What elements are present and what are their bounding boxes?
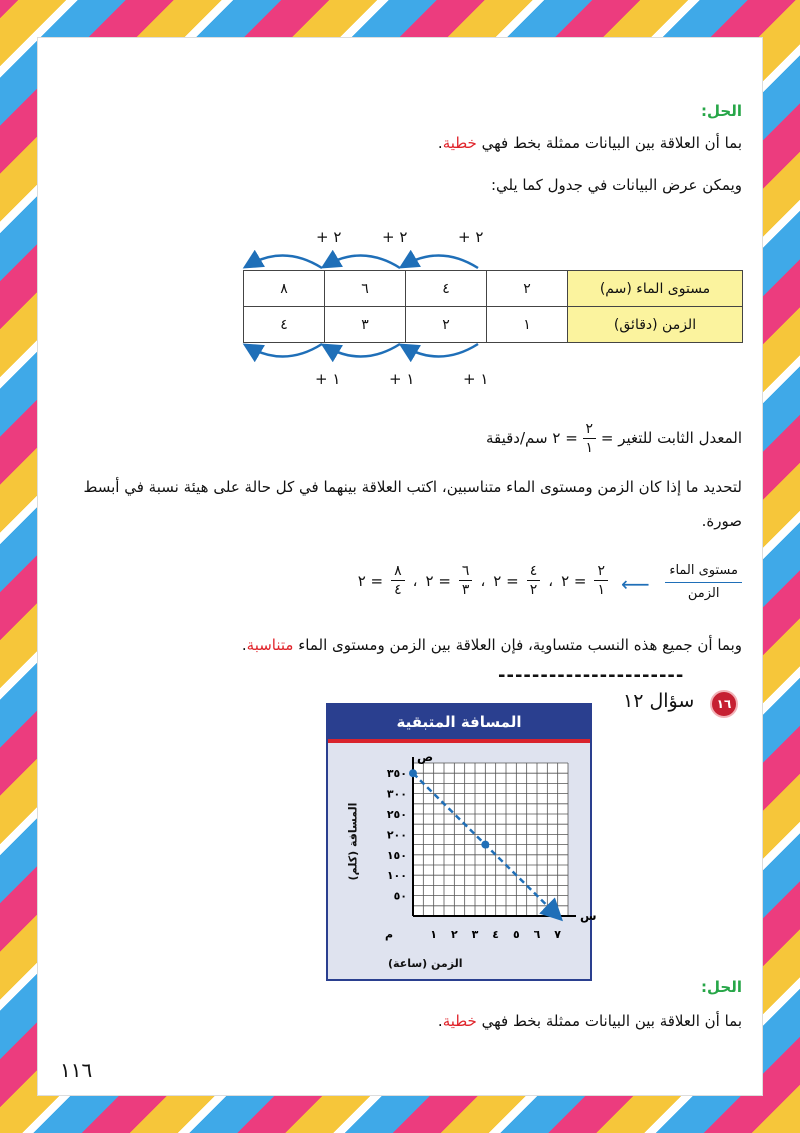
paragraph-conclusion: وبما أن جميع هذه النسب متساوية، فإن العلاقة بين الزمن ومستوى الماء متناسبة. — [241, 636, 742, 654]
table-row — [244, 307, 743, 343]
ratio-fraction: $\frac{٨}{٤}$ — [391, 562, 405, 599]
question-label: سؤال ١٢ — [623, 690, 695, 712]
rate-fraction: $\frac{٢}{١}$ — [583, 420, 597, 457]
paragraph-table-intro: ويمكن عرض البيانات في جدول كما يلي: — [490, 176, 742, 194]
x-tick-label: ٦ — [533, 928, 541, 941]
table-cell: ٢ — [406, 307, 487, 343]
y-tick-label: ١٥٠ — [386, 848, 407, 862]
page — [38, 38, 762, 1095]
top-step-3: + ٢ — [316, 228, 342, 246]
solution-label-2: الحل: — [701, 978, 742, 996]
y-tick-label: ٥٠ — [393, 889, 407, 903]
top-step-1: + ٢ — [458, 228, 484, 246]
bottom-step-2: + ١ — [389, 370, 415, 388]
chart-title: المسافة المتبقية — [328, 705, 590, 743]
y-tick-label: ١٠٠ — [386, 869, 407, 883]
chart-xlabel: الزمن (ساعة) — [388, 957, 463, 970]
ratio-label: مستوى الماء الزمن — [665, 560, 742, 605]
chart-frame — [326, 703, 597, 981]
paragraph-proportional-question: لتحديد ما إذا كان الزمن ومستوى الماء متناسبين، اكتب العلاقة بينهما في كل حالة على هيئة نسبة في أبسط صورة. — [83, 478, 742, 530]
solution-label: الحل: — [701, 102, 742, 120]
bottom-step-3: + ١ — [315, 370, 341, 388]
highlight-linear: خطية — [442, 134, 477, 152]
y-tick-label: ٣٠٠ — [386, 787, 407, 801]
arrow-bottom-3 — [247, 344, 322, 357]
data-point — [481, 841, 489, 849]
arrow-left-icon: ⟵ — [621, 572, 650, 596]
row-label-time: الزمن (دقائق) — [568, 307, 743, 343]
table-row — [244, 271, 743, 307]
row-label-water: مستوى الماء (سم) — [568, 271, 743, 307]
ratios: $\frac{٢}{١}$ = ٢ ، $\frac{٤}{٢}$ = ٢ ، $\frac{٦}{٣}$ = ٢ ، $\frac{٨}{٤}$ = ٢ — [283, 562, 608, 599]
arrow-bottom-2 — [325, 344, 400, 357]
page-number: ١١٦ — [60, 1058, 93, 1082]
top-step-2: + ٢ — [382, 228, 408, 246]
paragraph-linear: بما أن العلاقة بين البيانات ممثلة بخط فهي خطية. — [437, 134, 742, 152]
data-table — [243, 270, 743, 343]
y-tick-label: ٢٠٠ — [386, 828, 407, 842]
arrow-top-3 — [247, 255, 322, 268]
x-tick-label: ٣ — [471, 928, 479, 941]
x-tick-label: ٢ — [450, 928, 458, 941]
table-cell: ٨ — [244, 271, 325, 307]
paragraph-linear-2: بما أن العلاقة بين البيانات ممثلة بخط فهي خطية. — [437, 1012, 742, 1030]
table-cell: ١ — [487, 307, 568, 343]
divider: ---------------------- — [498, 665, 685, 686]
ratio-fraction: $\frac{٤}{٢}$ — [527, 562, 541, 599]
table-cell: ٤ — [406, 271, 487, 307]
chart-plot — [328, 743, 597, 979]
table-cell: ٦ — [325, 271, 406, 307]
highlight-proportional: متناسبة — [246, 636, 294, 654]
table-cell: ٣ — [325, 307, 406, 343]
chart-ylabel: المسافة (كلم) — [346, 802, 360, 881]
bottom-step-1: + ١ — [463, 370, 489, 388]
table-cell: ٤ — [244, 307, 325, 343]
origin-label: م — [384, 928, 394, 941]
arrow-top-1 — [403, 255, 478, 268]
x-tick-label: ٥ — [512, 928, 520, 941]
plot-area — [413, 763, 568, 916]
ratio-fraction: $\frac{٢}{١}$ — [594, 562, 608, 599]
x-tick-label: ٧ — [554, 928, 562, 941]
y-axis-symbol: ص — [417, 750, 434, 764]
rate-of-change: المعدل الثابت للتغير = $\frac{٢}{١}$ = ٢ سم/دقيقة — [485, 421, 742, 456]
highlight-linear-2: خطية — [442, 1012, 477, 1030]
ratio-fraction: $\frac{٦}{٣}$ — [459, 562, 473, 599]
arrow-top-2 — [325, 255, 400, 268]
y-tick-label: ٢٥٠ — [386, 808, 407, 821]
question-badge: ١٦ — [710, 690, 738, 718]
x-tick-label: ٤ — [492, 928, 500, 941]
table-cell: ٢ — [487, 271, 568, 307]
data-point — [409, 769, 417, 777]
x-tick-label: ١ — [430, 928, 438, 941]
y-tick-label: ٣٥٠ — [386, 767, 407, 781]
x-axis-symbol: س — [580, 909, 597, 923]
arrow-bottom-1 — [403, 344, 478, 357]
